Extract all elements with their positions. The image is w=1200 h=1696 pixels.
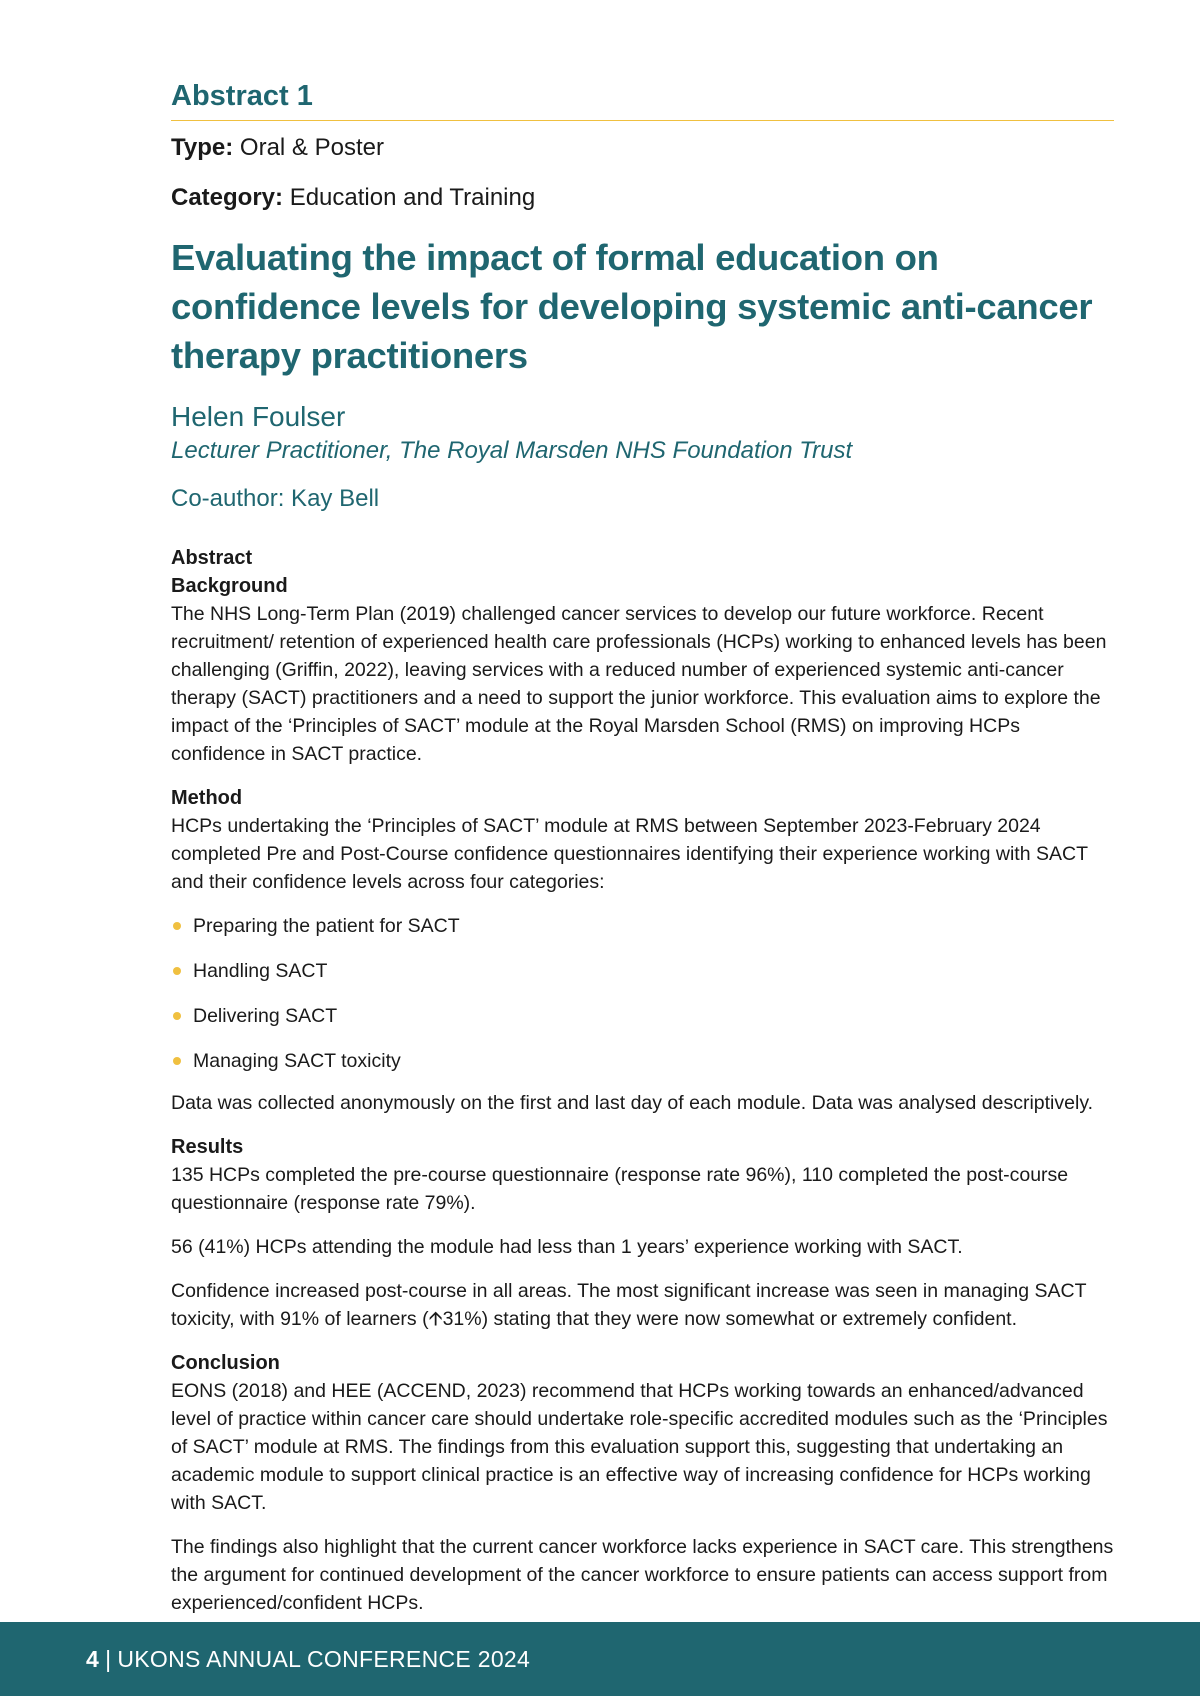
list-item	[171, 1047, 1114, 1075]
list-item	[171, 912, 1114, 940]
bullet-dot-icon	[173, 922, 181, 930]
footer-text	[86, 1646, 530, 1673]
conclusion-paragraph: EONS (2018) and HEE (ACCEND, 2023) recommend that HCPs working towards an enhanced/advanced level of practice within cancer care should undertake role-specific accredited modules such as the ‘Principles of SACT’ module at RMS. The findings from this evaluation support this, suggesting that undertaking an academic module to support clinical practice is an effective way of increasing confidence for HCPs working with SACT.	[171, 1380, 1108, 1514]
list-item-text: Handling SACT	[193, 960, 328, 982]
category-value: Education and Training	[289, 184, 536, 211]
conclusion-paragraph: The findings also highlight that the current cancer workforce lacks experience in SACT care. This strengthens the argument for continued development of the cancer workforce to ensure patients can access support from experienced/confident HCPs.	[171, 1536, 1114, 1614]
method-heading: Method	[171, 787, 243, 809]
category-line	[171, 183, 1114, 213]
author-name: Helen Foulser	[171, 401, 346, 432]
type-line	[171, 133, 1114, 163]
background-text: The NHS Long-Term Plan (2019) challenged cancer services to develop our future workforce. Recent recruitment/ retention of experienced health care professionals (HCPs) working to enhanced levels has been challenging (Griffin, 2022), leaving services with a reduced number of experienced systemic anti-cancer therapy (SACT) practitioners and a need to support the junior workforce. This evaluation aims to explore the impact of the ‘Principles of SACT’ module at the Royal Marsden School (RMS) on improving HCPs confidence in SACT practice.	[171, 603, 1107, 765]
list-item-text: Preparing the patient for SACT	[193, 915, 460, 937]
results-paragraph: 56 (41%) HCPs attending the module had less than 1 years’ experience working with SACT.	[171, 1236, 963, 1258]
conference-name: UKONS ANNUAL CONFERENCE 2024	[117, 1645, 531, 1672]
method-intro: HCPs undertaking the ‘Principles of SACT’ module at RMS between September 2023-February 2024 completed Pre and Post-Course confidence questionnaires identifying their experience working with SACT and their confidence levels across four categories:	[171, 815, 1088, 893]
bullet-dot-icon	[173, 967, 181, 975]
conclusion-heading: Conclusion	[171, 1352, 280, 1374]
results-heading: Results	[171, 1136, 244, 1158]
list-item	[171, 1002, 1114, 1030]
page-footer	[0, 1622, 1200, 1696]
type-value: Oral & Poster	[239, 134, 384, 161]
type-label: Type:	[171, 134, 234, 161]
abstract-heading: Abstract	[171, 547, 253, 569]
category-label: Category:	[171, 184, 284, 211]
background-heading: Background	[171, 575, 288, 597]
coauthor: Co-author: Kay Bell	[171, 485, 380, 512]
list-item-text: Delivering SACT	[193, 1005, 338, 1027]
footer-separator: |	[105, 1645, 112, 1672]
results-paragraph: Confidence increased post-course in all areas. The most significant increase was seen in managing SACT toxicity, with 91% of learners (🡩31%) stating that they were now somewhat or extremely confident.	[171, 1280, 1087, 1330]
method-bullet-list	[171, 912, 1114, 1075]
bullet-dot-icon	[173, 1012, 181, 1020]
list-item	[171, 957, 1114, 985]
method-outro: Data was collected anonymously on the first and last day of each module. Data was analysed descriptively.	[171, 1092, 1094, 1114]
list-item-text: Managing SACT toxicity	[193, 1050, 401, 1072]
abstract-title: Evaluating the impact of formal education on confidence levels for developing systemic anti-cancer therapy practitioners	[171, 237, 1093, 376]
abstract-page	[171, 78, 1114, 1617]
abstract-number: Abstract 1	[171, 78, 1114, 121]
page-number: 4	[86, 1645, 100, 1672]
author-affiliation: Lecturer Practitioner, The Royal Marsden NHS Foundation Trust	[171, 437, 853, 464]
bullet-dot-icon	[173, 1057, 181, 1065]
results-paragraph: 135 HCPs completed the pre-course questionnaire (response rate 96%), 110 completed the post-course questionnaire (response rate 79%).	[171, 1164, 1069, 1214]
